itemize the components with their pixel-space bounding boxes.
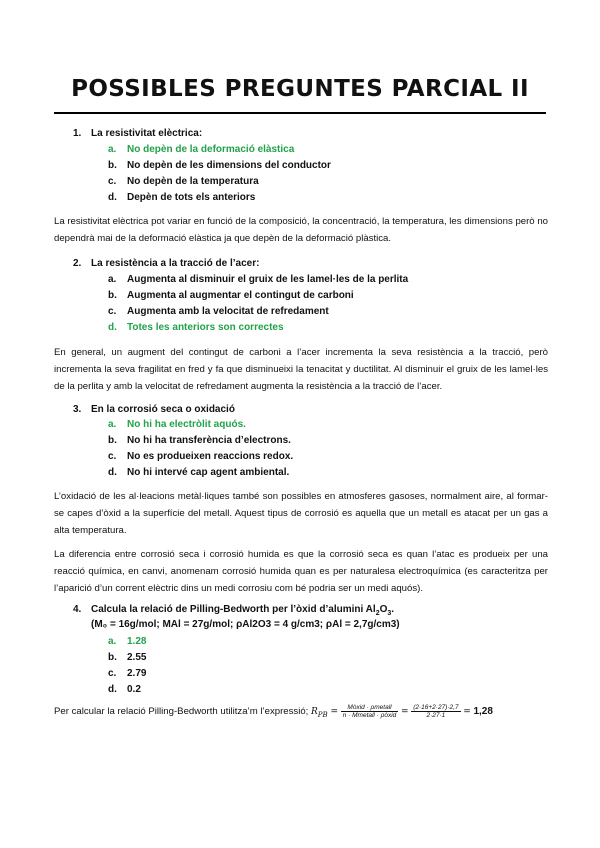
- q3-option-c: [108, 451, 293, 462]
- option-letter: a.: [108, 144, 117, 155]
- question-text-end: .: [391, 604, 395, 615]
- q2-explanation: En general, un augment del contingut de carboni a l’acer incrementa la seva resistència a la tracció, però incrementa la seva fragilitat en fred y fa que disminueixi la tenacitat y ductilitat. Al disminuir el gruix de les lamel·les de la perlita y amb la velocitat de refredament augmenta la resistència a la tracció de l’acer.: [54, 347, 548, 392]
- fraction-denominator: n · Mmetall · ρòxid: [342, 712, 397, 719]
- option-letter: b.: [108, 160, 117, 171]
- question-text: La resistivitat elèctrica:: [91, 128, 203, 139]
- option-text: Augmenta al disminuir el gruix de les lamel·les de la perlita: [127, 274, 409, 285]
- option-text: No es produeixen reaccions redox.: [127, 451, 294, 462]
- q1-option-c: [108, 176, 259, 187]
- calculation-result: 1,28: [473, 706, 493, 718]
- fraction-numerator: (2·16+2·27)·2,7: [413, 704, 459, 711]
- option-text: No hi ha electròlit aquós.: [127, 419, 246, 430]
- q1-option-b: [108, 160, 331, 171]
- option-letter: b.: [108, 652, 117, 663]
- subscript: 3: [387, 610, 392, 617]
- option-letter: a.: [108, 636, 117, 647]
- q2-option-a: [108, 274, 408, 285]
- question-number: 4.: [73, 604, 82, 615]
- question-text: La resistència a la tracció de l’acer:: [91, 258, 260, 269]
- option-letter: d.: [108, 322, 117, 333]
- question-3: [73, 404, 235, 415]
- pilling-bedworth-calculation: Per calcular la relació Pilling-Bedworth utilitza’m l’expressió; $R_{PB}$ = $\frac{\text{Mòxid · ρmetall}}{\text{n · Mmetall · ρòxid}}$ = $\frac{(2\cdot 16+2\cdot 27)\cdot 2,7}{2\cdot 27\cdot 1}$ = 1,28: [54, 704, 493, 719]
- option-letter: c.: [108, 306, 117, 317]
- q4-option-a: [108, 636, 146, 647]
- q3-option-a: [108, 419, 246, 430]
- option-text: No depèn de la deformació elàstica: [127, 144, 295, 155]
- question-text-main: Calcula la relació de Pilling-Bedworth per l’òxid d’alumini Al: [91, 604, 376, 615]
- symbol-subscript: PB: [317, 710, 328, 719]
- rpb-symbol: $R_{PB}$ =: [311, 707, 339, 719]
- option-letter: d.: [108, 684, 117, 695]
- q3-option-b: [108, 435, 291, 446]
- option-text: 2.55: [127, 652, 147, 663]
- fraction-numerator: Mòxid · ρmetall: [341, 704, 399, 712]
- q3-explanation-2: La diferencia entre corrosió seca i corrosió humida es que la corrosió seca es quan l’atac es produeix per una reacció química, en canvi, anomenam corrosió humida quan es per naturalesa electroquímica (es caracteritza per l’aparició d’un corrent elèctric dins un medi corrosiu com bé podria ser un medi aquós).: [54, 549, 548, 594]
- option-letter: c.: [108, 668, 117, 679]
- question-text-o: O: [379, 604, 388, 615]
- q1-option-a: [108, 144, 294, 155]
- option-text: No depèn de la temperatura: [127, 176, 259, 187]
- page-title: POSSIBLES PREGUNTES PARCIAL II: [71, 76, 529, 102]
- option-letter: b.: [108, 435, 117, 446]
- title-underline: [54, 112, 546, 114]
- fraction-values: [411, 704, 460, 719]
- option-text: Augmenta amb la velocitat de refredament: [127, 306, 329, 317]
- option-text: Depèn de tots els anteriors: [127, 192, 256, 203]
- question-2: [73, 258, 259, 269]
- question-1: [73, 128, 202, 139]
- subscript: 2: [375, 610, 380, 617]
- q4-option-b: [108, 652, 146, 663]
- q1-option-d: [108, 192, 255, 203]
- option-text: No hi ha transferència d’electrons.: [127, 435, 291, 446]
- symbol-r: R: [311, 707, 318, 718]
- question-number: 2.: [73, 258, 82, 269]
- given-data: (M₀ = 16g/mol; MAl = 27g/mol; ρAl2O3 = 4 g/cm3; ρAl = 2,7g/cm3): [91, 619, 400, 630]
- option-letter: a.: [108, 419, 117, 430]
- question-number: 1.: [73, 128, 82, 139]
- q4-option-c: [108, 668, 146, 679]
- question-number: 3.: [73, 404, 82, 415]
- fraction-formula: [341, 704, 399, 719]
- option-letter: c.: [108, 451, 117, 462]
- option-letter: c.: [108, 176, 117, 187]
- q3-option-d: [108, 467, 289, 478]
- question-4: [73, 604, 400, 630]
- option-letter: d.: [108, 192, 117, 203]
- fraction-denominator: 2·27·1: [426, 712, 446, 719]
- option-letter: b.: [108, 290, 117, 301]
- option-text: No hi intervé cap agent ambiental.: [127, 467, 290, 478]
- option-letter: a.: [108, 274, 117, 285]
- q2-option-b: [108, 290, 354, 301]
- option-text: Augmenta al augmentar el contingut de carboni: [127, 290, 354, 301]
- option-text: 1.28: [127, 636, 147, 647]
- option-text: 2.79: [127, 668, 147, 679]
- option-text: No depèn de les dimensions del conductor: [127, 160, 331, 171]
- q2-option-d: [108, 322, 284, 333]
- calculation-intro: Per calcular la relació Pilling-Bedworth utilitza’m l’expressió;: [54, 706, 309, 718]
- option-text: 0.2: [127, 684, 141, 695]
- q4-option-d: [108, 684, 141, 695]
- question-text: [91, 604, 394, 615]
- question-text: En la corrosió seca o oxidació: [91, 404, 235, 415]
- option-letter: d.: [108, 467, 117, 478]
- option-text: Totes les anteriors son correctes: [127, 322, 284, 333]
- q3-explanation: L’oxidació de les al·leacions metàl·liques també son possibles en atmosferes gasoses, normalment aire, al formar-se capes d’òxid a la superfície del metall. Aquest tipus de corrosió es aquella que un metall es atacat per un gas a alta temperatura.: [54, 491, 548, 536]
- q1-explanation: La resistivitat elèctrica pot variar en funció de la composició, la concentració, la temperatura, les dimensions però no dependrà mai de la deformació elàstica ja que depèn de la deformació plàstica.: [54, 216, 548, 244]
- q2-option-c: [108, 306, 329, 317]
